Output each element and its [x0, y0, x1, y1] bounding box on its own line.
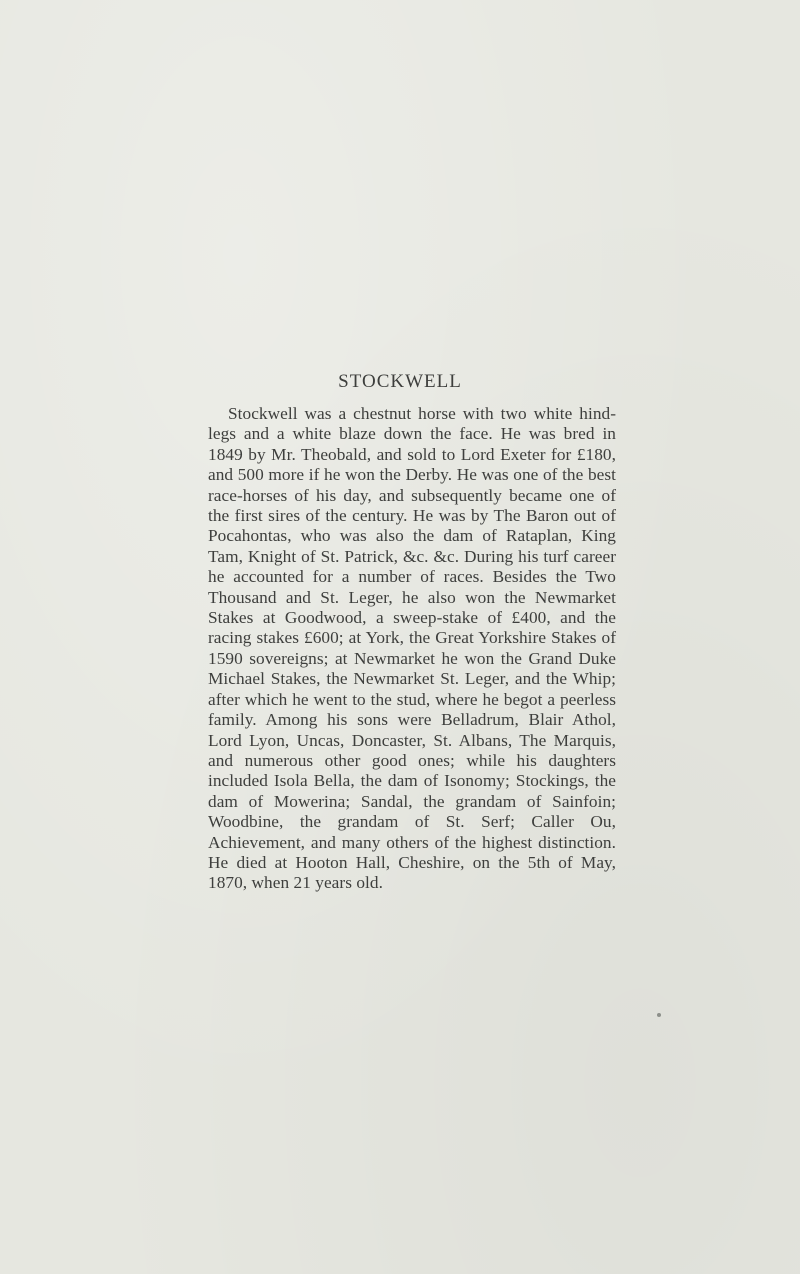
- paper-speck: [657, 1013, 661, 1017]
- page-title: STOCKWELL: [338, 371, 462, 392]
- body-paragraph: Stockwell was a chestnut horse with two white hind-legs and a white blaze down the face. He was bred in 1849 by Mr. Theobald, and sold to Lord Exeter for £180, and 500 more if he won the Derby. He was one of the best race-horses of his day, and subsequently became one of the first sires of the century. He was by The Baron out of Pocahontas, who was also the dam of Rataplan, King Tam, Knight of St. Patrick, &c. &c. During his turf career he accounted for a number of races. Besides the Two Thousand and St. Leger, he also won the Newmarket Stakes at Goodwood, a sweep-stake of £400, and the racing stakes £600; at York, the Great Yorkshire Stakes of 1590 sovereigns; at Newmarket he won the Grand Duke Michael Stakes, the Newmarket St. Leger, and the Whip; after which he went to the stud, where he begot a peerless family. Among his sons were Belladrum, Blair Athol, Lord Lyon, Uncas, Doncaster, St. Albans, The Marquis, and numerous other good ones; while his daughters included Isola Bella, the dam of Isonomy; Stockings, the dam of Mowerina; Sandal, the grandam of Sainfoin; Woodbine, the grandam of St. Serf; Caller Ou, Achievement, and many others of the highest distinction. He died at Hooton Hall, Cheshire, on the 5th of May, 1870, when 21 years old.: [208, 404, 616, 893]
